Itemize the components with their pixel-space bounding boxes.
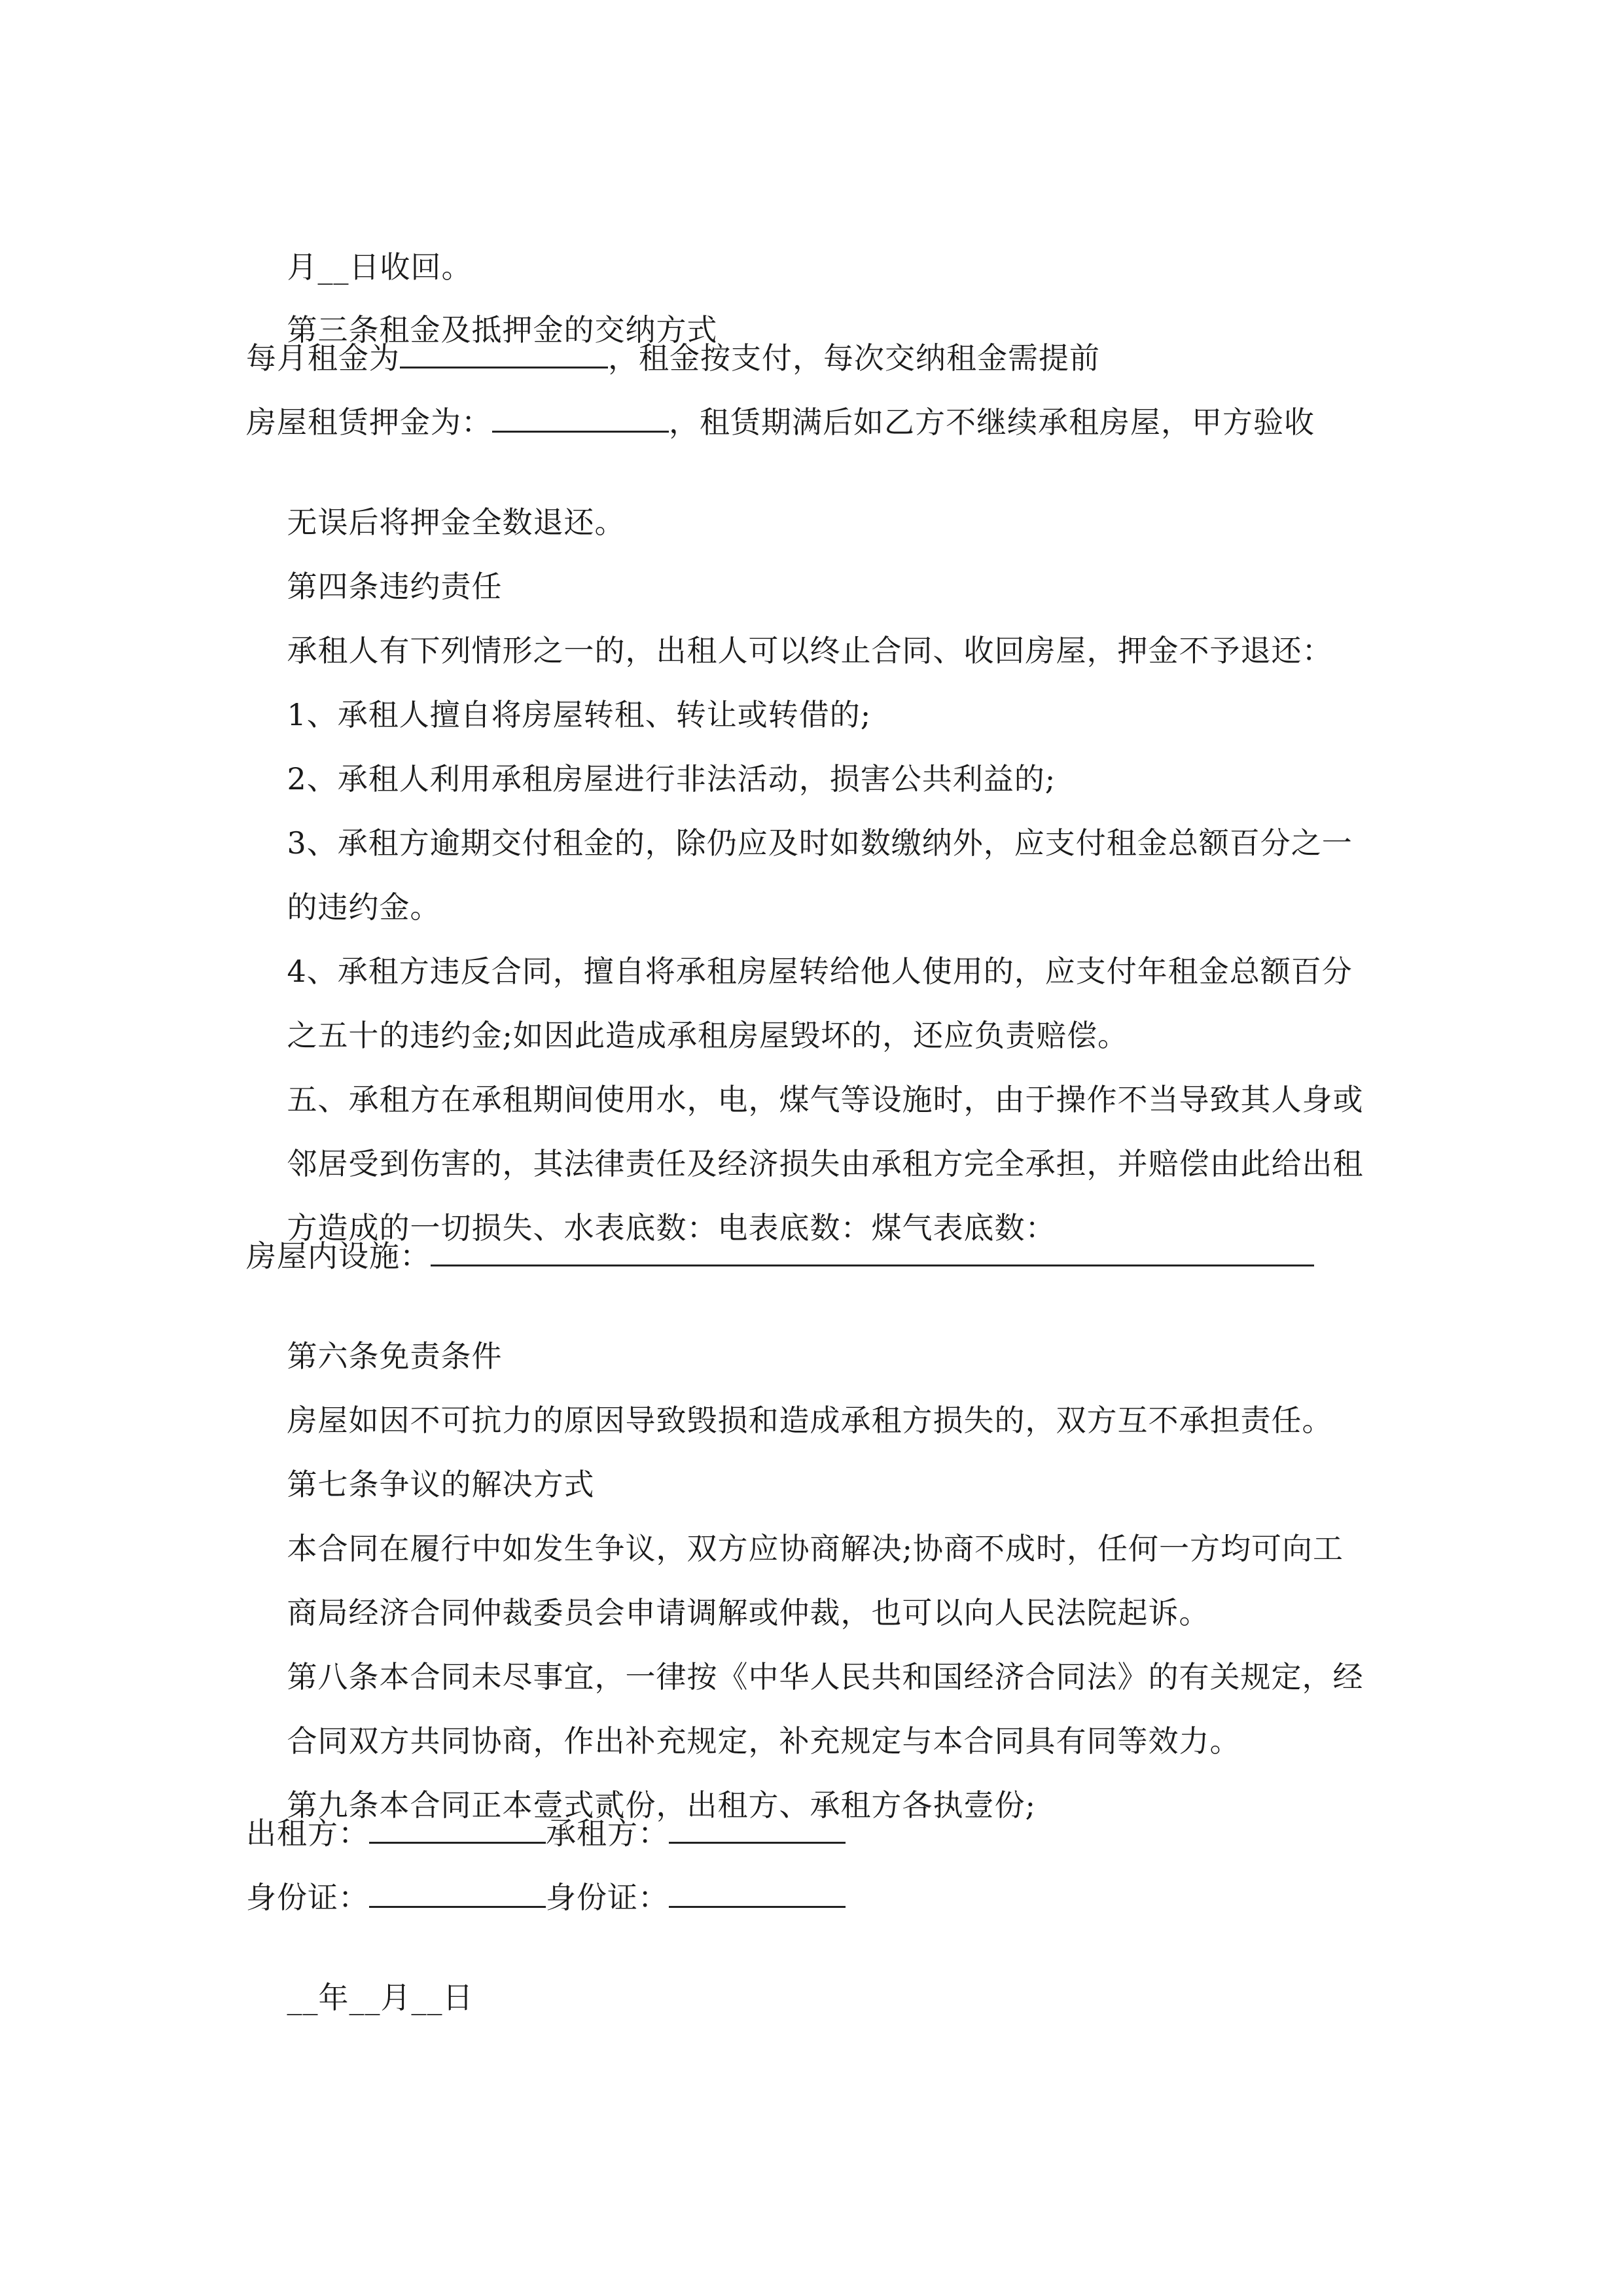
line-text: 房屋如因不可抗力的原因导致毁损和造成承租方损失的，双方互不承担责任。 xyxy=(287,1403,1333,1438)
fill-blank xyxy=(492,399,669,433)
fill-blank xyxy=(669,1874,846,1908)
line-text: 第七条争议的解决方式 xyxy=(287,1467,595,1502)
line-text: 邻居受到伤害的，其法律责任及经济损失由承租方完全承担，并赔偿由此给出租 xyxy=(287,1146,1364,1181)
fill-blank xyxy=(400,335,608,368)
line-text: ，租金按支付，每次交纳租金需提前 xyxy=(608,340,1100,376)
line-text: 房屋租赁押金为： xyxy=(246,404,492,440)
id-line xyxy=(246,1874,846,1917)
line-text: 身份证： xyxy=(246,1880,369,1915)
line-text: 方造成的一切损失、水表底数：电表底数：煤气表底数： xyxy=(287,1210,1056,1246)
line-text: 的违约金。 xyxy=(287,889,441,925)
line-text: 3、承租方逾期交付租金的，除仍应及时如数缴纳外，应支付租金总额百分之一 xyxy=(287,825,1353,861)
line-text: 第四条违约责任 xyxy=(287,569,503,604)
line-text: 房屋内设施： xyxy=(246,1238,431,1274)
fill-blank xyxy=(369,1874,546,1908)
line-text: 2、承租人利用承租房屋进行非法活动，损害公共利益的; xyxy=(287,761,1056,797)
line-text: 无误后将押金全数退还。 xyxy=(287,505,626,540)
signature-line xyxy=(246,1810,846,1853)
line-text: ，租赁期满后如乙方不继续承租房屋，甲方验收 xyxy=(669,404,1315,440)
fill-blank xyxy=(431,1233,1314,1266)
line-text: 月__日收回。 xyxy=(287,249,473,285)
date-line xyxy=(246,1939,474,2056)
line-text: 4、承租方违反合同，擅自将承租房屋转给他人使用的，应支付年租金总额百分 xyxy=(287,954,1353,989)
line-text: 1、承租人擅自将房屋转租、转让或转借的; xyxy=(287,697,872,732)
line-text: 之五十的违约金;如因此造成承租房屋毁坏的，还应负责赔偿。 xyxy=(287,1018,1128,1053)
line-text: __年__月__日 xyxy=(287,1980,474,2015)
fill-blank xyxy=(669,1810,846,1844)
line-text: 身份证： xyxy=(546,1880,669,1915)
text-line xyxy=(246,1233,1314,1276)
line-text: 出租方： xyxy=(246,1816,369,1851)
text-line xyxy=(246,399,1315,442)
line-text: 第八条本合同未尽事宜，一律按《中华人民共和国经济合同法》的有关规定，经 xyxy=(287,1659,1364,1695)
line-text: 五、承租方在承租期间使用水，电，煤气等设施时，由于操作不当导致其人身或 xyxy=(287,1082,1364,1117)
text-line xyxy=(246,335,1100,378)
line-text: 第六条免责条件 xyxy=(287,1338,503,1374)
line-text: 商局经济合同仲裁委员会申请调解或仲裁，也可以向人民法院起诉。 xyxy=(287,1595,1210,1630)
line-text: 承租人有下列情形之一的，出租人可以终止合同、收回房屋，押金不予退还： xyxy=(287,633,1333,668)
line-text: 本合同在履行中如发生争议，双方应协商解决;协商不成时，任何一方均可向工 xyxy=(287,1531,1344,1566)
line-text: 合同双方共同协商，作出补充规定，补充规定与本合同具有同等效力。 xyxy=(287,1723,1241,1759)
fill-blank xyxy=(369,1810,546,1844)
line-text: 第三条租金及抵押金的交纳方式 xyxy=(287,312,718,348)
line-text: 每月租金为 xyxy=(246,340,400,376)
line-text: 承租方： xyxy=(546,1816,669,1851)
line-text: 第九条本合同正本壹式贰份，出租方、承租方各执壹份; xyxy=(287,1787,1036,1823)
